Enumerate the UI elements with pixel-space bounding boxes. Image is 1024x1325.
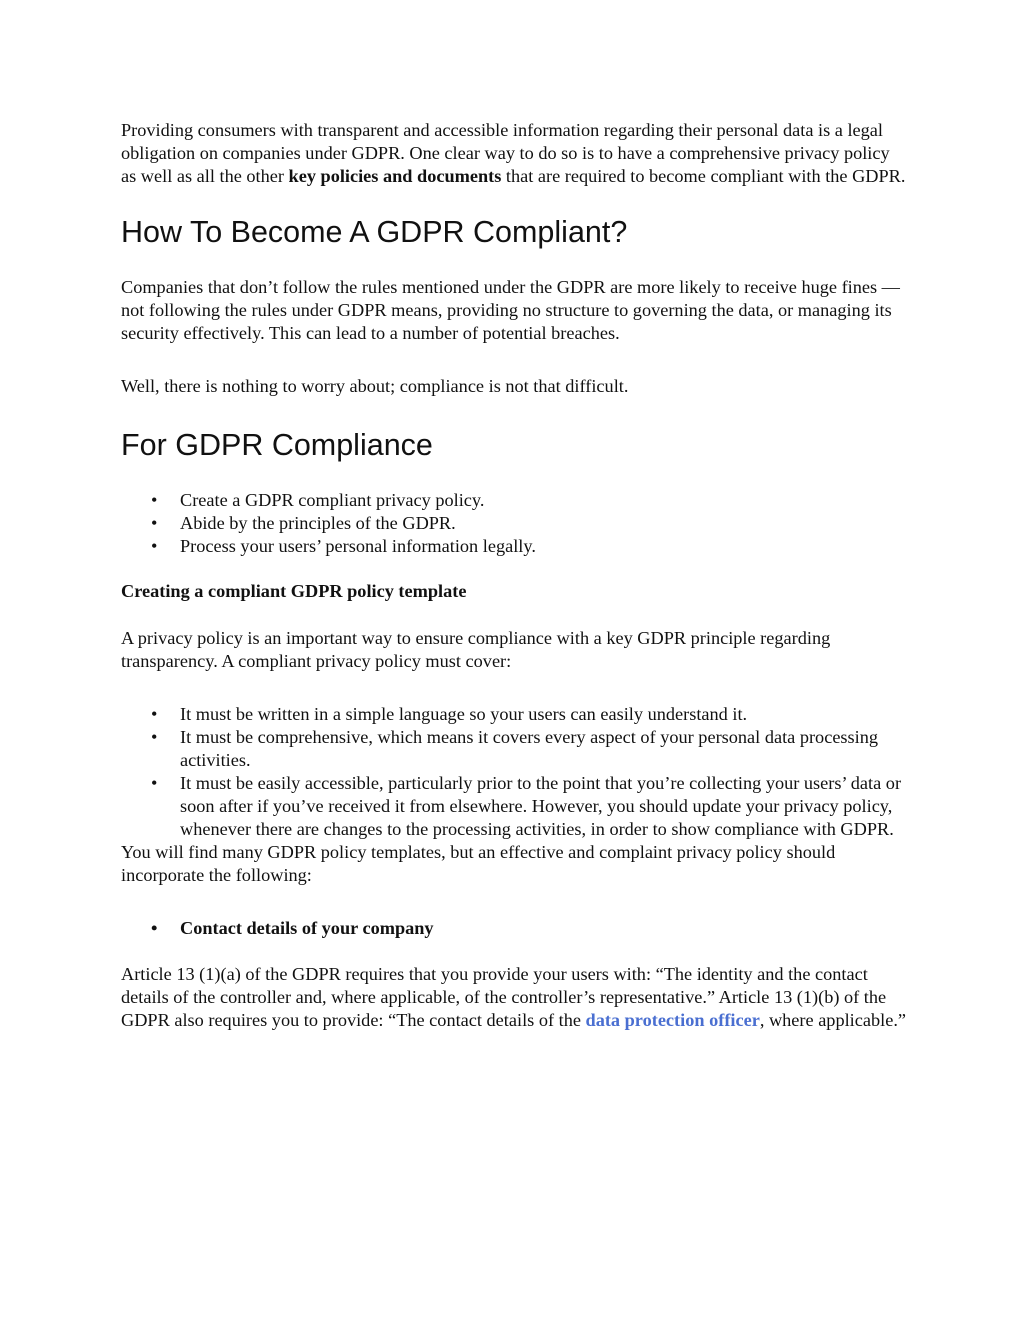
list-item: • Process your users’ personal information legally. (180, 535, 906, 558)
document-body (121, 119, 906, 1032)
reassurance-paragraph: Well, there is nothing to worry about; compliance is not that difficult. (121, 376, 629, 396)
list-item: • Abide by the principles of the GDPR. (180, 512, 906, 535)
policy-requirements-list (121, 703, 906, 841)
heading-for-gdpr-compliance: For GDPR Compliance (121, 428, 433, 462)
article-text-end: , where applicable.” (759, 1010, 906, 1030)
compliance-steps-list (121, 489, 906, 558)
article-paragraph (121, 963, 906, 1032)
list-item: • Create a GDPR compliant privacy policy. (180, 489, 906, 512)
subheading-policy-template: Creating a compliant GDPR policy template (121, 581, 467, 601)
intro-bold-phrase: key policies and documents (288, 166, 502, 186)
fines-paragraph: Companies that don’t follow the rules mentioned under the GDPR are more likely to receive huge fines — not following the rules under GDPR means, providing no structure to governing the data, or managing its security effectively. This can lead to a number of potential breaches. (121, 277, 900, 343)
heading-how-to-become-compliant: How To Become A GDPR Compliant? (121, 215, 628, 249)
list-item: • It must be comprehensive, which means it covers every aspect of your personal data processing activities. (180, 726, 906, 772)
list-item-contact-details: • Contact details of your company (180, 917, 906, 940)
intro-text-end: that are required to become compliant with the GDPR. (501, 166, 906, 186)
article-text-start: Article 13 (1)(a) of the GDPR requires that you provide your users with: “The identity and the contact details of the controller and, where applicable, of the controller’s representative.” Article 13 (1)(b) of the GDPR also requires you to provide: “The contact details of the (121, 964, 887, 1030)
intro-text-start: Providing consumers with transparent and accessible information regarding their personal data is a legal obligation on companies under GDPR. One clear way to do so is to have a comprehensive privacy policy as well as all the other (121, 120, 890, 186)
templates-paragraph: You will find many GDPR policy templates, but an effective and complaint privacy policy should incorporate the following: (121, 842, 836, 885)
data-protection-officer-link[interactable]: data protection officer (585, 1010, 760, 1030)
incorporate-list (121, 917, 906, 940)
privacy-policy-paragraph: A privacy policy is an important way to ensure compliance with a key GDPR principle regarding transparency. A compliant privacy policy must cover: (121, 628, 831, 671)
list-item: • It must be written in a simple language so your users can easily understand it. (180, 703, 906, 726)
list-item: • It must be easily accessible, particularly prior to the point that you’re collecting your users’ data or soon after if you’ve received it from elsewhere. However, you should update your privacy policy, whenever there are changes to the processing activities, in order to show compliance with GDPR. (180, 772, 906, 841)
intro-paragraph (121, 119, 906, 188)
